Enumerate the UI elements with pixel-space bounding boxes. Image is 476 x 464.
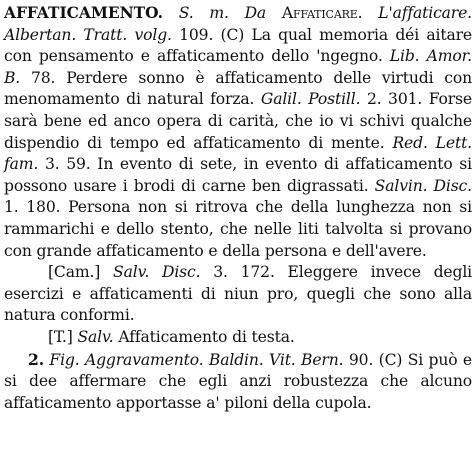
t-tag: [T.] — [48, 327, 73, 346]
entry-sense-2 — [4, 349, 472, 415]
etymology-word: Affaticare — [281, 4, 358, 22]
sense-2-number: 2. — [28, 349, 44, 369]
entry-t-note — [4, 327, 472, 349]
sense-2-definition: Fig. Aggravamento. Baldin. Vit. Bern. — [43, 350, 344, 369]
cam-tag: [Cam.] — [48, 263, 101, 282]
cam-source: Salv. Disc. — [100, 263, 201, 282]
source-5: Salvin. Disc. — [368, 176, 472, 195]
source-2: Lib. Amor. B. — [4, 47, 472, 87]
cam-quote: 3. 172. Eleggere invece degli esercizi e affaticamenti di niun pro, quegli che sono alla natura conformi. — [4, 263, 472, 325]
quote-3: 2. 301. Forse sarà bene ed anco opera di carità, che io vi schivi qualche dispendio di tempo ed affaticamento di mente. — [4, 90, 472, 152]
etymology-period: . — [357, 4, 363, 22]
source-4: Red. Lett. fam. — [4, 133, 472, 174]
headword: AFFATICAMENTO. — [4, 4, 163, 22]
t-quote: Affaticamento di testa. — [113, 327, 295, 346]
quote-1: 109. (C) La qual memoria déi aitare con pensamento e affaticamento dello 'ngegno. — [4, 25, 473, 66]
entry-sense-1 — [4, 3, 472, 262]
quote-4: 3. 59. In evento di sete, in evento di affaticamento si possono usare i brodi di carne ben digrassati. — [4, 155, 472, 195]
quote-5: 1. 180. Persona non si ritrova che della lunghezza non si rammarichi e dello stento, che nelle liti talvolta si provano con grande affaticamento e della persona e dell'avere. — [4, 198, 472, 260]
quote-2: 78. Perdere sonno è affaticamento delle virtudi con menomamento di natural forza. — [4, 68, 472, 109]
sense-2-quote: 90. (C) Si può e si dee affermare che egli anzi robustezza che alcuno affaticamento apportasse a' piloni della cupola. — [4, 350, 472, 412]
grammar-label: S. m. — [178, 4, 229, 22]
entry-cam-note — [4, 262, 472, 327]
source-3: Galil. Postill. — [254, 90, 361, 109]
etymology-prefix: Da — [244, 4, 267, 22]
definition-source-1: L'affaticare. Albertan. Tratt. volg. — [4, 4, 472, 44]
t-source: Salv. — [72, 327, 114, 346]
